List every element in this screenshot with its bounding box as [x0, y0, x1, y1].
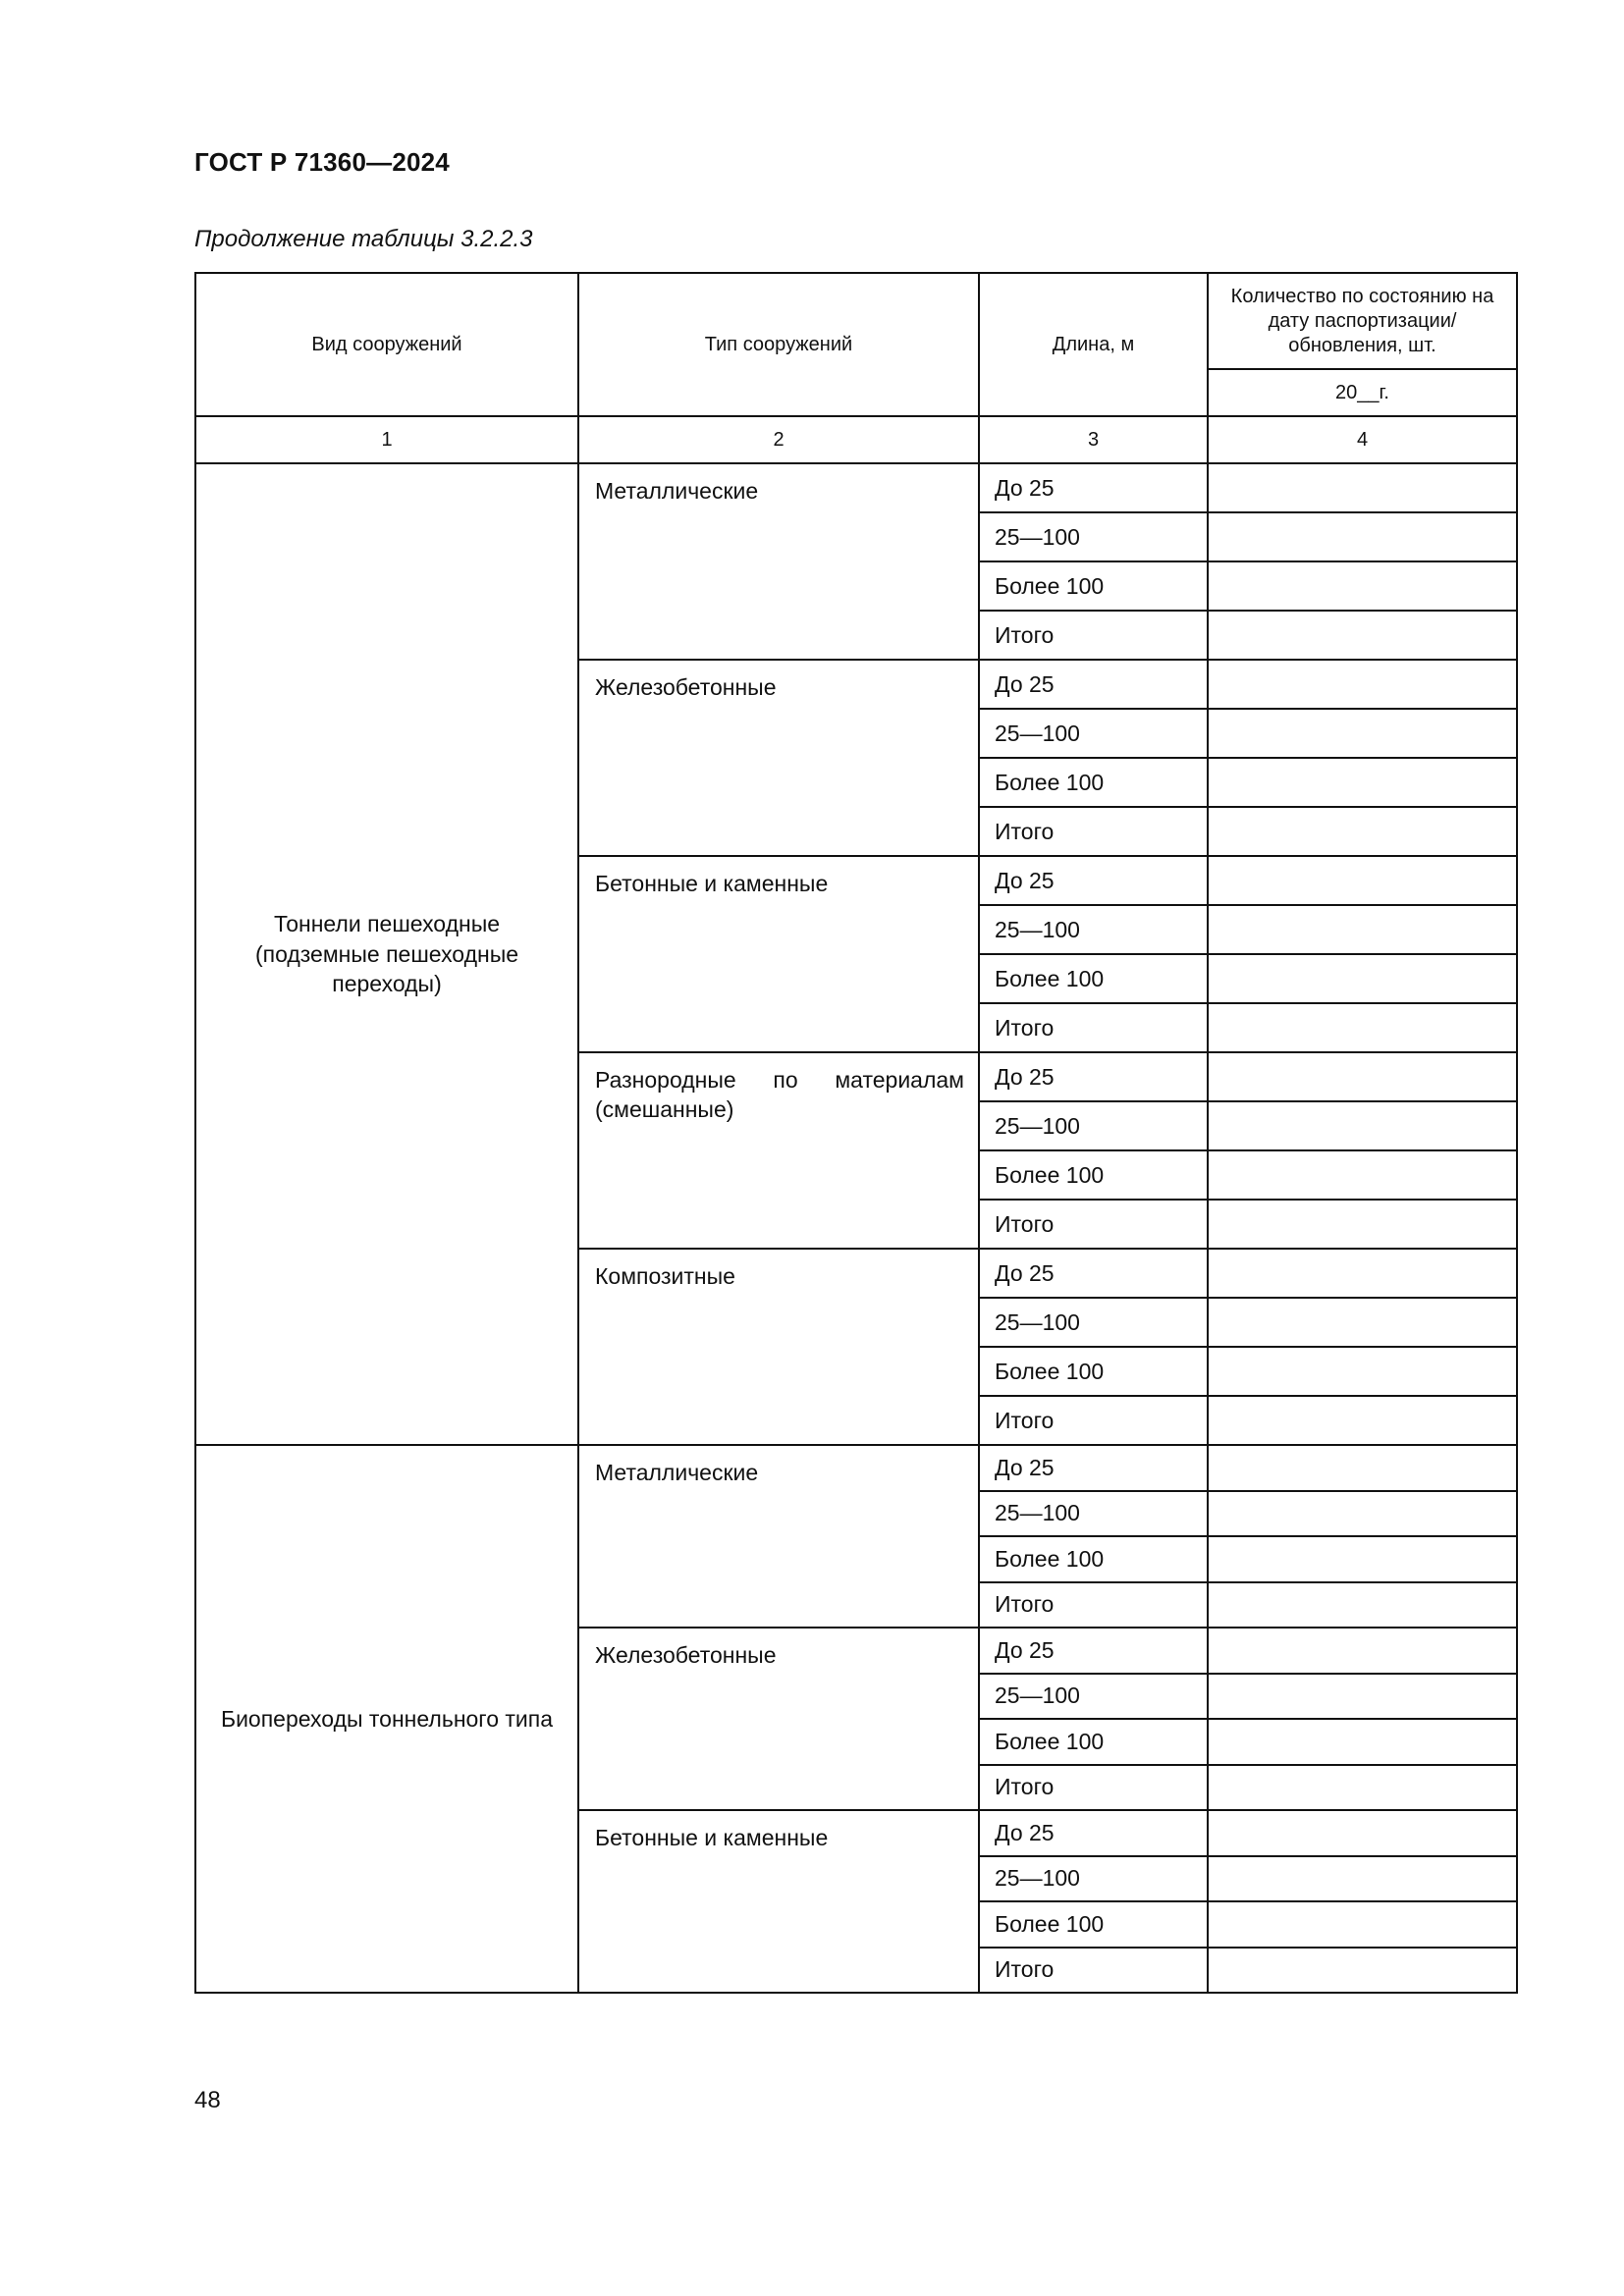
quantity-cell[interactable]: [1208, 512, 1517, 561]
length-range-cell: До 25: [979, 1249, 1208, 1298]
quantity-cell[interactable]: [1208, 1628, 1517, 1674]
length-range-cell: До 25: [979, 1052, 1208, 1101]
column-number-1: 1: [195, 416, 578, 463]
length-range-cell: Итого: [979, 1582, 1208, 1629]
quantity-cell[interactable]: [1208, 1298, 1517, 1347]
column-number-3: 3: [979, 416, 1208, 463]
quantity-cell[interactable]: [1208, 1200, 1517, 1249]
quantity-cell[interactable]: [1208, 1003, 1517, 1052]
column-number-2: 2: [578, 416, 979, 463]
header-year: 20__г.: [1208, 369, 1517, 416]
length-range-cell: Более 100: [979, 954, 1208, 1003]
length-range-cell: Более 100: [979, 1536, 1208, 1582]
length-range-cell: 25—100: [979, 1856, 1208, 1902]
structure-kind-cell: Биопереходы тоннельного типа: [195, 1445, 578, 1993]
quantity-cell[interactable]: [1208, 1536, 1517, 1582]
length-range-cell: 25—100: [979, 1491, 1208, 1537]
table-row: [195, 1445, 1517, 1491]
table-body: [195, 463, 1517, 1993]
quantity-cell[interactable]: [1208, 1150, 1517, 1200]
length-range-cell: 25—100: [979, 709, 1208, 758]
quantity-cell[interactable]: [1208, 856, 1517, 905]
quantity-cell[interactable]: [1208, 1948, 1517, 1994]
structure-type-cell: Металлические: [578, 463, 979, 660]
header-kind: Вид сооружений: [195, 273, 578, 416]
structure-type-cell: Композитные: [578, 1249, 979, 1445]
quantity-cell[interactable]: [1208, 1445, 1517, 1491]
quantity-cell[interactable]: [1208, 1396, 1517, 1445]
quantity-cell[interactable]: [1208, 1101, 1517, 1150]
length-range-cell: До 25: [979, 660, 1208, 709]
header-quantity: Количество по состоянию на дату паспортизации/ обновления, шт.: [1208, 273, 1517, 369]
quantity-cell[interactable]: [1208, 709, 1517, 758]
table-row: [195, 463, 1517, 512]
length-range-cell: Итого: [979, 1765, 1208, 1811]
length-range-cell: Итого: [979, 611, 1208, 660]
quantity-cell[interactable]: [1208, 1052, 1517, 1101]
structure-kind-cell: Тоннели пешеходные (подземные пешеходные переходы): [195, 463, 578, 1445]
length-range-cell: До 25: [979, 856, 1208, 905]
structure-type-cell: Бетонные и каменные: [578, 856, 979, 1052]
length-range-cell: До 25: [979, 463, 1208, 512]
quantity-cell[interactable]: [1208, 1582, 1517, 1629]
length-range-cell: Более 100: [979, 561, 1208, 611]
length-range-cell: Более 100: [979, 1150, 1208, 1200]
length-range-cell: Итого: [979, 1396, 1208, 1445]
length-range-cell: 25—100: [979, 1674, 1208, 1720]
column-number-4: 4: [1208, 416, 1517, 463]
quantity-cell[interactable]: [1208, 1249, 1517, 1298]
length-range-cell: Итого: [979, 1003, 1208, 1052]
structure-type-cell: Металлические: [578, 1445, 979, 1628]
structure-type-cell: Железобетонные: [578, 660, 979, 856]
length-range-cell: 25—100: [979, 905, 1208, 954]
quantity-cell[interactable]: [1208, 1765, 1517, 1811]
length-range-cell: Более 100: [979, 1347, 1208, 1396]
structure-type-cell: Железобетонные: [578, 1628, 979, 1810]
length-range-cell: 25—100: [979, 512, 1208, 561]
quantity-cell[interactable]: [1208, 463, 1517, 512]
length-range-cell: Более 100: [979, 758, 1208, 807]
length-range-cell: 25—100: [979, 1101, 1208, 1150]
quantity-cell[interactable]: [1208, 807, 1517, 856]
quantity-cell[interactable]: [1208, 561, 1517, 611]
length-range-cell: Более 100: [979, 1719, 1208, 1765]
quantity-cell[interactable]: [1208, 660, 1517, 709]
table-continuation-caption: Продолжение таблицы 3.2.2.3: [194, 226, 533, 252]
quantity-cell[interactable]: [1208, 758, 1517, 807]
length-range-cell: 25—100: [979, 1298, 1208, 1347]
structure-type-cell: Бетонные и каменные: [578, 1810, 979, 1993]
length-range-cell: Более 100: [979, 1901, 1208, 1948]
quantity-cell[interactable]: [1208, 1810, 1517, 1856]
quantity-cell[interactable]: [1208, 905, 1517, 954]
page-number: 48: [194, 2087, 221, 2113]
length-range-cell: Итого: [979, 1948, 1208, 1994]
length-range-cell: До 25: [979, 1810, 1208, 1856]
quantity-cell[interactable]: [1208, 1674, 1517, 1720]
length-range-cell: До 25: [979, 1445, 1208, 1491]
length-range-cell: Итого: [979, 807, 1208, 856]
quantity-cell[interactable]: [1208, 611, 1517, 660]
document-code: ГОСТ Р 71360—2024: [194, 147, 450, 177]
quantity-cell[interactable]: [1208, 1347, 1517, 1396]
length-range-cell: Итого: [979, 1200, 1208, 1249]
quantity-cell[interactable]: [1208, 1901, 1517, 1948]
quantity-cell[interactable]: [1208, 1856, 1517, 1902]
quantity-cell[interactable]: [1208, 954, 1517, 1003]
length-range-cell: До 25: [979, 1628, 1208, 1674]
header-type: Тип сооружений: [578, 273, 979, 416]
header-length: Длина, м: [979, 273, 1208, 416]
passport-table: [194, 272, 1518, 1994]
quantity-cell[interactable]: [1208, 1491, 1517, 1537]
quantity-cell[interactable]: [1208, 1719, 1517, 1765]
structure-type-cell: Разнородные по материалам (смешанные): [578, 1052, 979, 1249]
